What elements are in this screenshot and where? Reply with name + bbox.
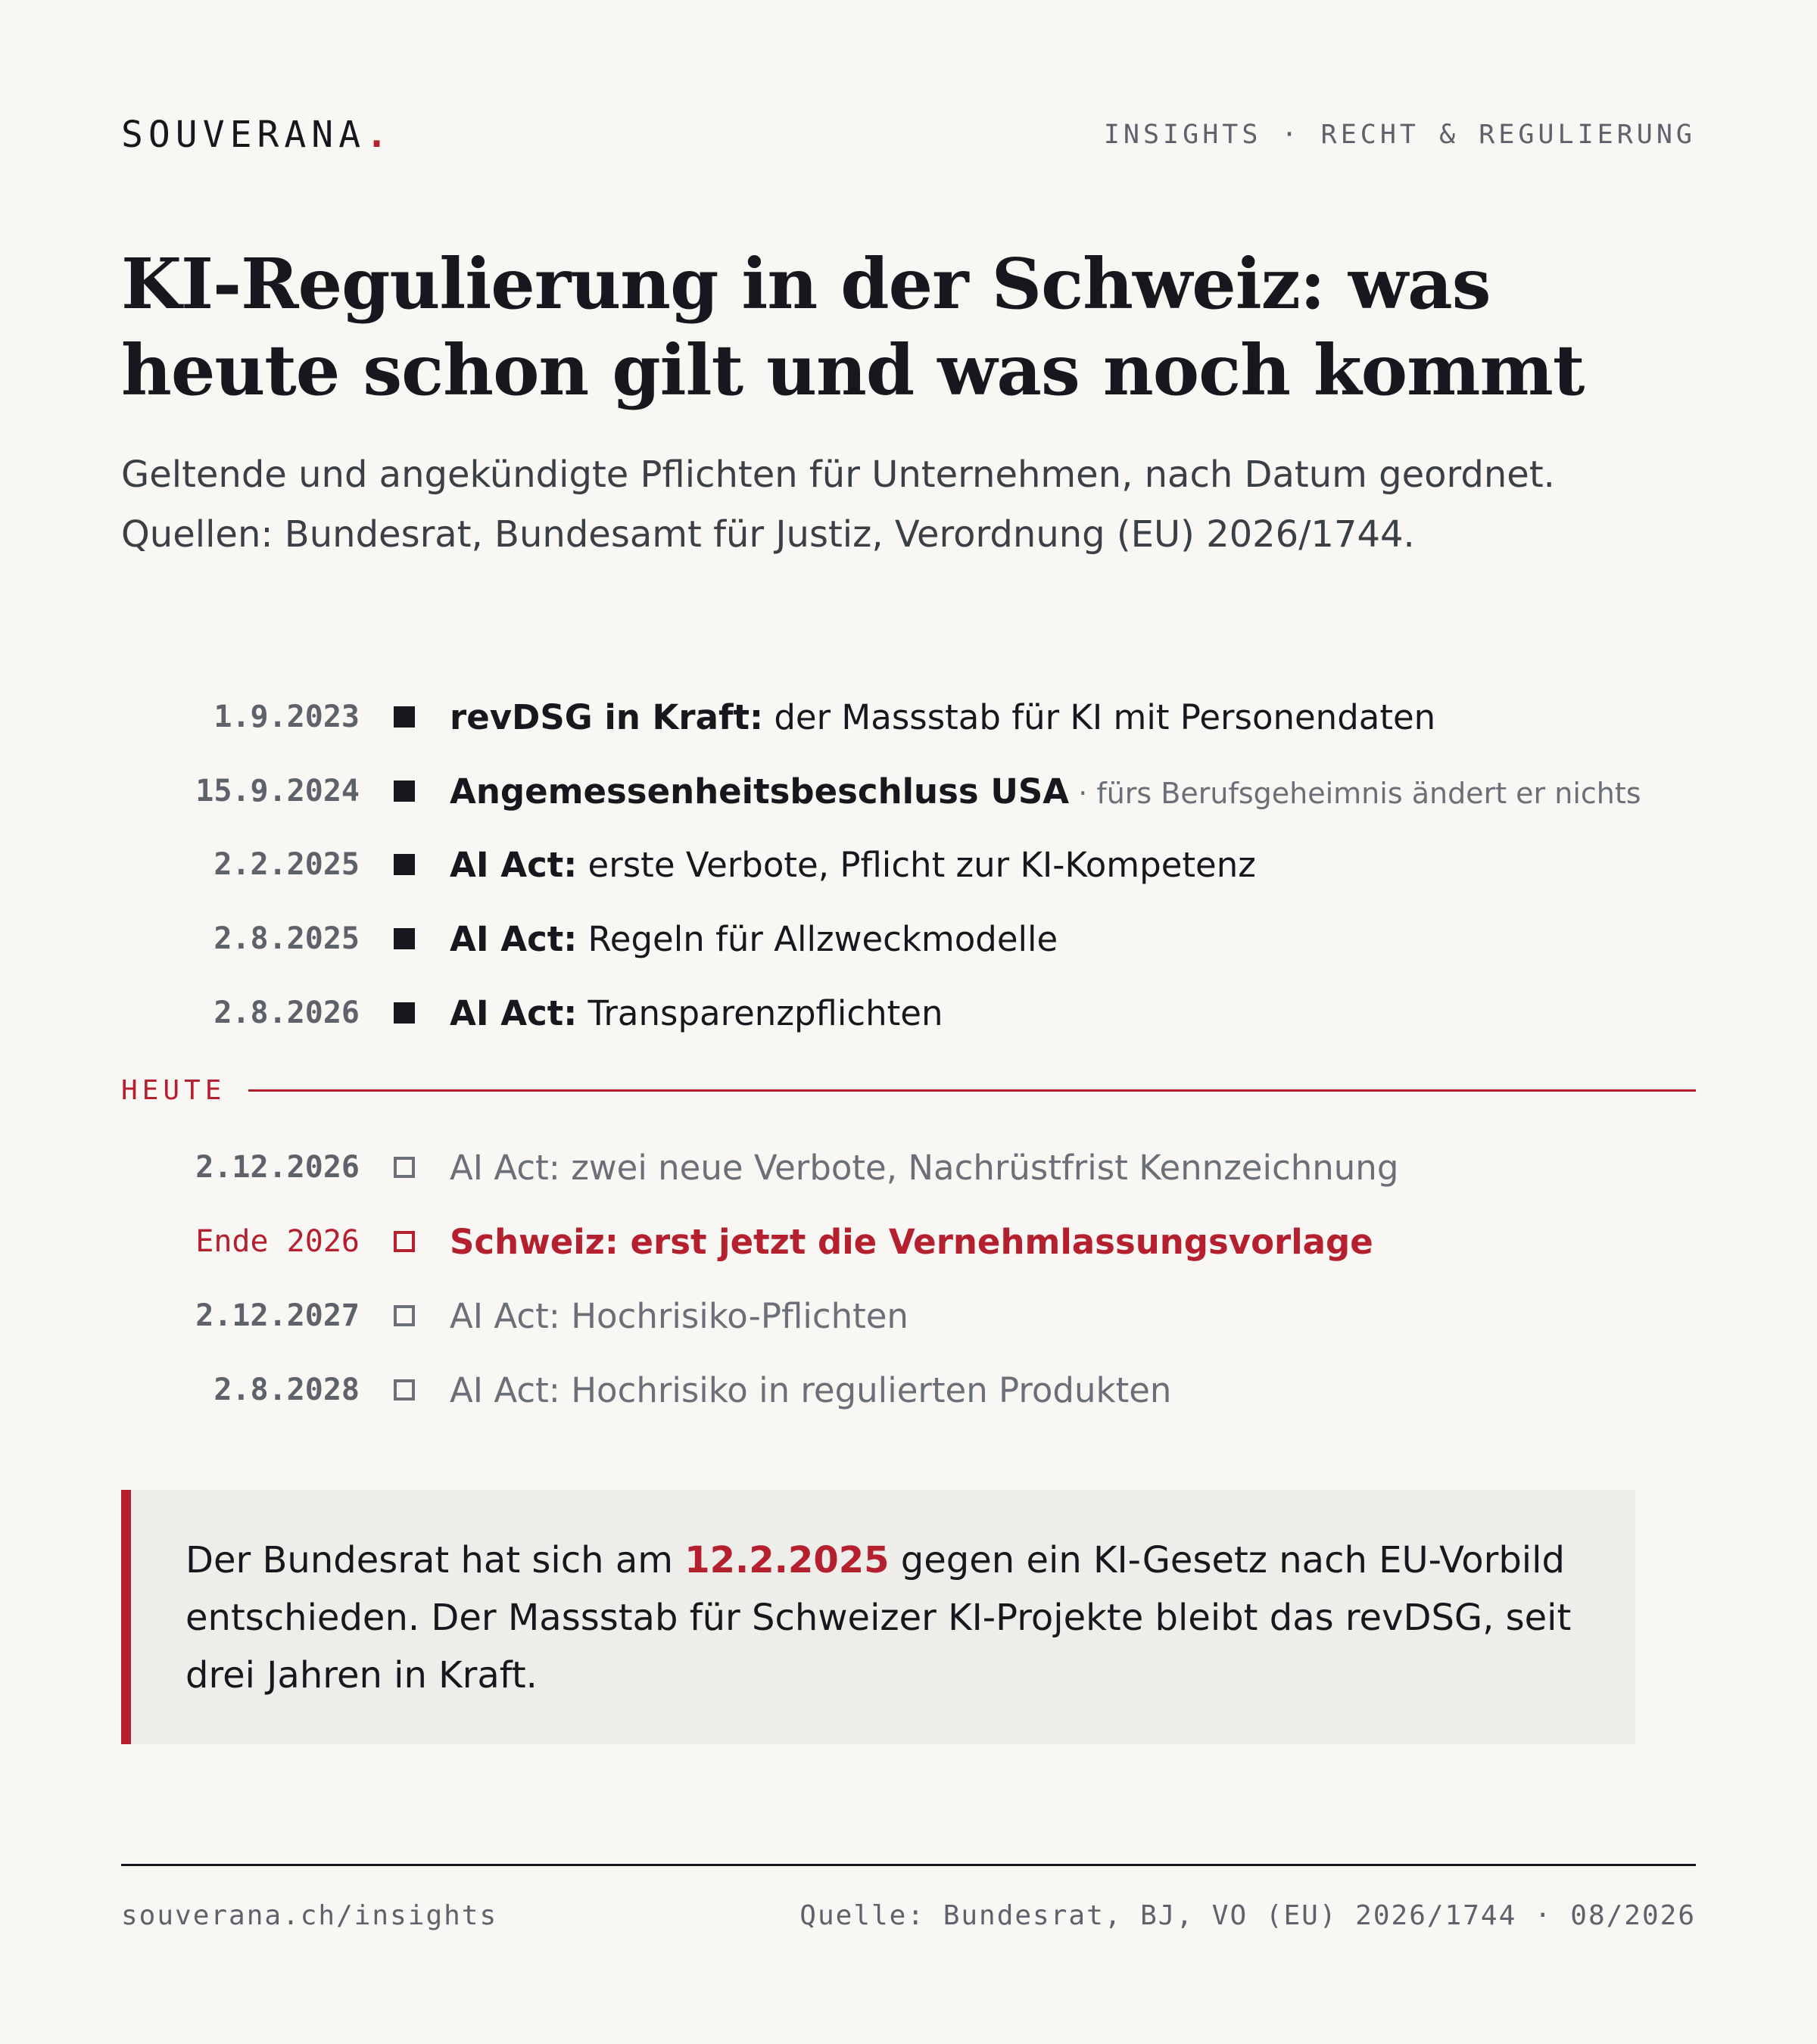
brand-name: SOUVERANA — [121, 114, 366, 156]
timeline-text — [450, 919, 1058, 959]
timeline-text: AI Act: Hochrisiko in regulierten Produkten — [450, 1369, 1172, 1410]
timeline-text: AI Act: Hochrisiko-Pflichten — [450, 1295, 908, 1336]
timeline-row — [0, 838, 1817, 891]
today-label: HEUTE — [121, 1074, 226, 1106]
timeline-detail: der Massstab für KI mit Personendaten — [763, 696, 1436, 737]
open-square-icon — [394, 1305, 415, 1326]
timeline-heading: AI Act: — [450, 918, 578, 959]
timeline-row — [0, 765, 1817, 818]
timeline-date: 2.12.2027 — [195, 1298, 360, 1333]
page-title: KI-Regulierung in der Schweiz: was heute schon gilt und was noch kommt — [121, 243, 1585, 411]
timeline-row — [0, 986, 1817, 1039]
timeline-detail: Transparenzpflichten — [577, 992, 943, 1033]
timeline-date: 2.12.2026 — [195, 1150, 360, 1185]
timeline-text — [450, 771, 1641, 812]
timeline-date: 2.8.2028 — [213, 1373, 360, 1407]
header — [121, 114, 1696, 156]
footer-source: Quelle: Bundesrat, BJ, VO (EU) 2026/1744 · 08/2026 — [799, 1900, 1696, 1931]
callout-text-start: Der Bundesrat hat sich am — [185, 1539, 685, 1581]
open-square-icon — [394, 1231, 415, 1252]
timeline-note: · fürs Berufsgeheimnis ändert er nichts — [1069, 776, 1641, 810]
today-divider — [121, 1071, 1696, 1109]
timeline-date: Ende 2026 — [195, 1224, 360, 1259]
subtitle-line-2: Quellen: Bundesrat, Bundesamt für Justiz, Verordnung (EU) 2026/1744. — [121, 513, 1415, 556]
timeline-text: Schweiz: erst jetzt die Vernehmlassungsvorlage — [450, 1221, 1373, 1262]
timeline-date: 2.2.2025 — [213, 847, 360, 882]
timeline-text: AI Act: zwei neue Verbote, Nachrüstfrist Kennzeichnung — [450, 1147, 1399, 1188]
timeline-row — [0, 690, 1817, 743]
timeline-date: 15.9.2024 — [195, 774, 360, 809]
section-label: INSIGHTS · RECHT & REGULIERUNG — [1103, 120, 1696, 150]
timeline-text — [450, 697, 1435, 737]
brand-logo[interactable] — [121, 114, 393, 156]
timeline-heading: AI Act: — [450, 992, 578, 1033]
callout-highlight-date: 12.2.2025 — [684, 1539, 890, 1581]
timeline-heading: revDSG in Kraft: — [450, 696, 764, 737]
timeline-row — [0, 912, 1817, 965]
footer-link[interactable]: souverana.ch/insights — [121, 1900, 498, 1931]
today-line — [248, 1089, 1696, 1092]
timeline-row-future — [0, 1289, 1817, 1342]
brand-dot: . — [366, 114, 393, 156]
timeline-date: 1.9.2023 — [213, 700, 360, 734]
subtitle-line-1: Geltende und angekündigte Pflichten für Unternehmen, nach Datum geordnet. — [121, 453, 1555, 496]
footer-divider — [121, 1864, 1696, 1866]
filled-square-icon — [394, 706, 415, 728]
timeline-heading: AI Act: — [450, 844, 578, 885]
callout-text-end: gegen ein KI-Gesetz nach EU-Vorbild entschieden. Der Massstab für Schweizer KI-Projekte bleibt das revDSG, seit drei Jahren in Kraft. — [185, 1539, 1572, 1697]
filled-square-icon — [394, 854, 415, 875]
callout-text — [185, 1531, 1582, 1704]
filled-square-icon — [394, 781, 415, 802]
timeline-detail: erste Verbote, Pflicht zur KI-Kompetenz — [577, 844, 1256, 885]
filled-square-icon — [394, 1002, 415, 1024]
timeline-heading: Angemessenheitsbeschluss USA — [450, 771, 1070, 812]
timeline-text — [450, 993, 943, 1033]
open-square-icon — [394, 1379, 415, 1401]
timeline-row-future — [0, 1363, 1817, 1416]
timeline-detail: Regeln für Allzweckmodelle — [577, 918, 1058, 959]
open-square-icon — [394, 1157, 415, 1178]
timeline-date: 2.8.2025 — [213, 921, 360, 956]
filled-square-icon — [394, 928, 415, 949]
timeline-text — [450, 845, 1256, 885]
timeline-row-future — [0, 1141, 1817, 1194]
callout-box — [121, 1490, 1635, 1744]
timeline-row-highlight — [0, 1215, 1817, 1268]
footer — [121, 1900, 1696, 1931]
subtitle — [121, 445, 1711, 565]
timeline-date: 2.8.2026 — [213, 996, 360, 1030]
